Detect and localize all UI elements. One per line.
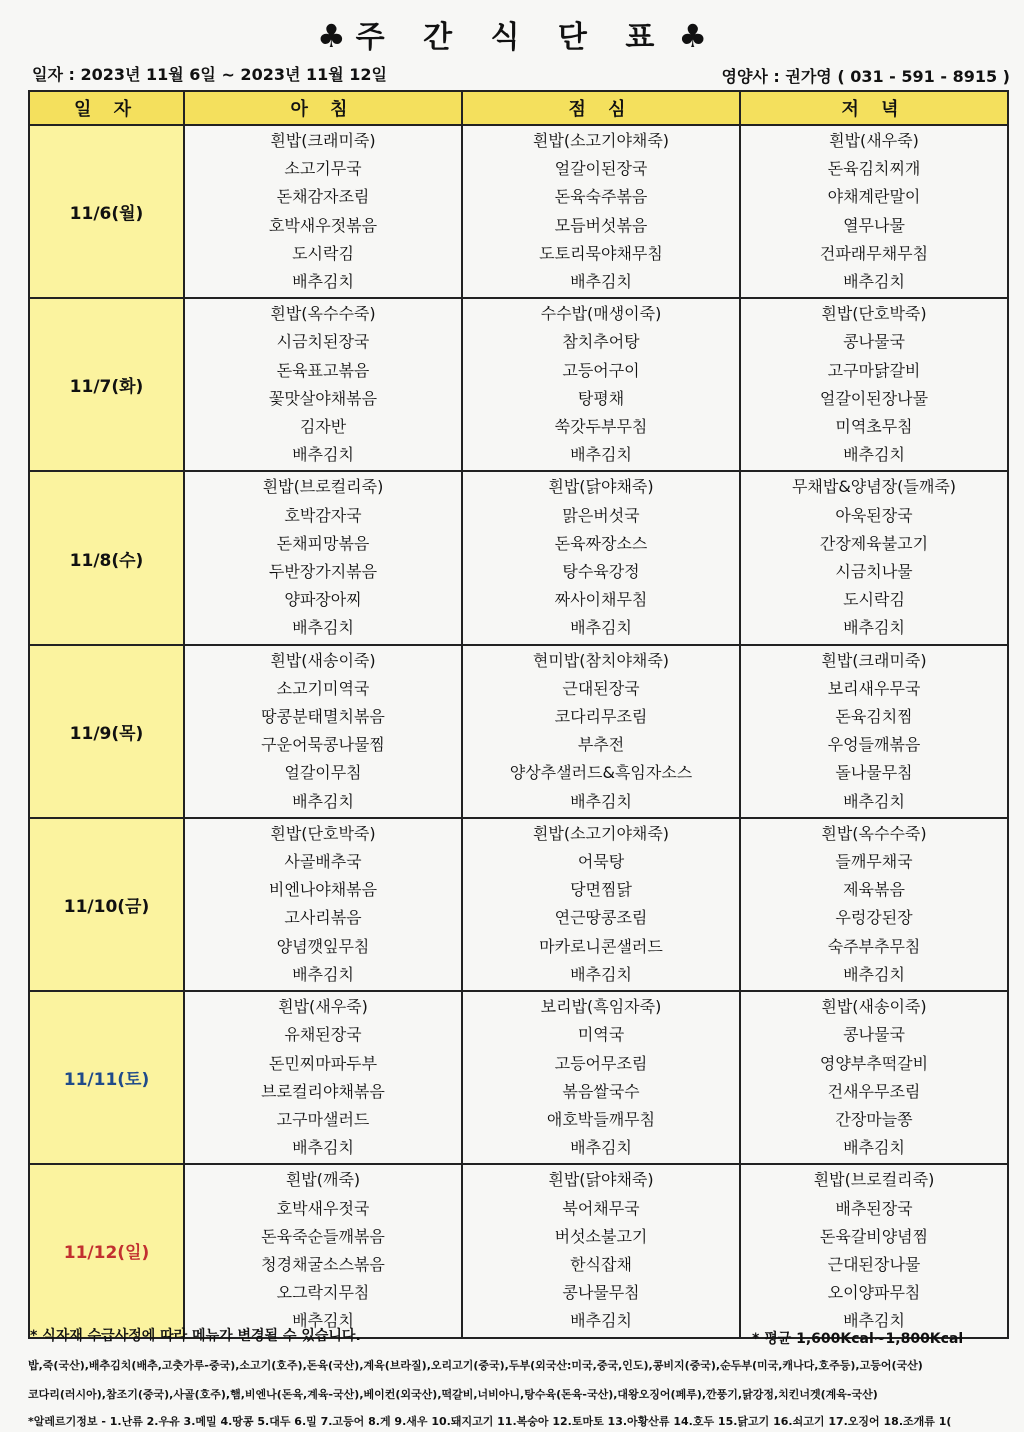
club-suit-icon: ♣: [316, 17, 346, 55]
menu-item: 수수밥(매생이죽): [540, 304, 662, 324]
dinner-menu-list: [742, 300, 1006, 469]
menu-item: 탕평채: [577, 388, 625, 408]
menu-item: 얼갈이무침: [284, 763, 362, 783]
menu-item: 고구마닭갈비: [827, 360, 921, 380]
table-row: [29, 645, 1008, 818]
menu-item: 흰밥(새우죽): [829, 131, 919, 150]
menu-item: 돈채감자조림: [276, 187, 370, 207]
menu-item: 버섯소불고기: [554, 1226, 648, 1246]
menu-item: 양념깻잎무침: [276, 936, 370, 956]
menu-item: 돈육김치찌개: [827, 159, 921, 179]
menu-item: 우엉들깨볶음: [827, 735, 921, 755]
menu-item: 흰밥(크래미죽): [270, 131, 376, 150]
lunch-menu-list: [464, 993, 738, 1162]
nutritionist-contact: 영양사 : 권가영 ( 031 - 591 - 8915 ): [721, 67, 1010, 86]
menu-item: 흰밥(단호박죽): [821, 304, 927, 324]
menu-item: 숙주부추무침: [827, 936, 921, 956]
menu-item: 탕수육강정: [562, 562, 640, 582]
menu-item: 쑥갓두부무침: [554, 417, 648, 437]
menu-item: 소고기무국: [284, 159, 362, 179]
menu-item: 배추김치: [292, 445, 354, 465]
menu-item: 도시락김: [843, 590, 905, 610]
menu-item: 배추김치: [570, 1311, 632, 1331]
day-date: 11/6(월): [29, 125, 184, 298]
table-row: [29, 125, 1008, 298]
lunch-cell: [462, 991, 740, 1164]
dinner-cell: [740, 1164, 1008, 1337]
menu-item: 배추김치: [843, 445, 905, 465]
menu-item: 배추김치: [843, 272, 905, 292]
menu-item: 배추김치: [570, 1138, 632, 1158]
menu-item: 시금치된장국: [276, 332, 370, 352]
menu-item: 호박새우젓볶음: [268, 215, 378, 235]
menu-item: 배추김치: [292, 1138, 354, 1158]
breakfast-cell: [184, 125, 462, 298]
menu-item: 당면찜닭: [570, 880, 632, 900]
menu-item: 짜사이채무침: [554, 590, 648, 610]
menu-item: 흰밥(닭야채죽): [548, 1170, 654, 1190]
dinner-cell: [740, 125, 1008, 298]
day-date: 11/8(수): [29, 471, 184, 644]
menu-item: 흰밥(새송이죽): [270, 650, 376, 670]
lunch-menu-list: [464, 820, 738, 989]
column-header-breakfast: 아 침: [184, 91, 462, 125]
menu-item: 참치추어탕: [562, 332, 640, 352]
table-header-row: [29, 91, 1008, 125]
menu-item: 오그락지무침: [276, 1283, 370, 1303]
breakfast-cell: [184, 471, 462, 644]
menu-item: 배추김치: [843, 1311, 905, 1331]
dinner-menu-list: [742, 993, 1006, 1162]
lunch-cell: [462, 818, 740, 991]
menu-item: 청경채굴소스볶음: [261, 1254, 385, 1274]
menu-item: 콩나물국: [843, 332, 905, 352]
breakfast-cell: [184, 991, 462, 1164]
lunch-cell: [462, 125, 740, 298]
menu-item: 야채계란말이: [827, 187, 921, 207]
breakfast-menu-list: [186, 1166, 460, 1335]
column-header-dinner: 저 녁: [740, 91, 1008, 125]
menu-item: 배추김치: [292, 1311, 354, 1331]
date-range: 일자 : 2023년 11월 6일 ~ 2023년 11월 12일: [32, 65, 388, 84]
menu-item: 흰밥(새송이죽): [821, 997, 927, 1017]
breakfast-menu-list: [186, 647, 460, 816]
lunch-menu-list: [464, 1166, 738, 1335]
menu-item: 무채밥&양념장(들깨죽): [791, 477, 957, 497]
breakfast-menu-list: [186, 993, 460, 1162]
menu-item: 오이양파무침: [827, 1283, 921, 1303]
dinner-menu-list: [742, 647, 1006, 816]
lunch-menu-list: [464, 300, 738, 469]
menu-item: 마카로니콘샐러드: [539, 936, 663, 956]
menu-item: 돈육짜장소스: [554, 533, 648, 553]
menu-item: 흰밥(새우죽): [278, 997, 368, 1017]
menu-item: 콩나물무침: [562, 1283, 640, 1303]
menu-item: 돌나물무침: [835, 763, 913, 783]
column-header-lunch: 점 심: [462, 91, 740, 125]
menu-item: 영양부추떡갈비: [819, 1053, 929, 1073]
club-suit-icon: ♣: [678, 17, 708, 55]
breakfast-cell: [184, 818, 462, 991]
lunch-menu-list: [464, 647, 738, 816]
menu-item: 땅콩분태멸치볶음: [261, 707, 385, 727]
table-row: [29, 298, 1008, 471]
menu-item: 배추김치: [843, 1138, 905, 1158]
table-row: [29, 818, 1008, 991]
menu-item: 돈육숙주볶음: [554, 187, 648, 207]
menu-item: 배추김치: [570, 791, 632, 811]
menu-item: 돈민찌마파두부: [268, 1053, 378, 1073]
day-date: 11/9(목): [29, 645, 184, 818]
menu-change-notice: * 식자재 수급사정에 따라 메뉴가 변경될 수 있습니다.: [30, 1328, 361, 1344]
menu-item: 배추김치: [570, 272, 632, 292]
day-date: 11/11(토): [29, 991, 184, 1164]
origin-info-line: 밥,죽(국산),배추김치(배추,고춧가루-중국),소고기(호주),돈육(국산),계육(브라질),오리고기(중국),두부(외국산:미국,중국,인도),콩비지(중국),순두부(미국,캐나다,호주등),고등어(국산): [28, 1359, 923, 1372]
menu-item: 얼갈이된장국: [554, 159, 648, 179]
menu-item: 호박감자국: [284, 505, 362, 525]
breakfast-cell: [184, 645, 462, 818]
weekly-menu-table: [28, 90, 1009, 1339]
menu-item: 배추김치: [843, 964, 905, 984]
menu-item: 양상추샐러드&흑임자소스: [509, 763, 693, 783]
dinner-menu-list: [742, 820, 1006, 989]
menu-item: 돈채피망볶음: [276, 533, 370, 553]
menu-item: 시금치나물: [835, 562, 913, 582]
menu-item: 돈육죽순들깨볶음: [261, 1226, 385, 1246]
menu-item: 볶음쌀국수: [562, 1081, 640, 1101]
column-header-date: 일 자: [29, 91, 184, 125]
menu-item: 우렁강된장: [835, 908, 913, 928]
menu-item: 북어채무국: [562, 1198, 640, 1218]
menu-item: 들깨무채국: [835, 852, 913, 872]
menu-item: 애호박들깨무침: [546, 1109, 656, 1129]
menu-item: 돈육갈비양념찜: [819, 1226, 929, 1246]
menu-item: 고등어구이: [562, 360, 640, 380]
menu-item: 보리밥(흑임자죽): [540, 997, 662, 1017]
menu-item: 흰밥(소고기야채죽): [532, 131, 670, 150]
menu-item: 건새우무조림: [827, 1081, 921, 1101]
day-date: 11/12(일): [29, 1164, 184, 1337]
dinner-menu-list: [742, 1166, 1006, 1335]
breakfast-menu-list: [186, 820, 460, 989]
dinner-menu-list: [742, 127, 1006, 296]
menu-item: 배추김치: [843, 791, 905, 811]
breakfast-menu-list: [186, 300, 460, 469]
menu-item: 보리새우무국: [827, 678, 921, 698]
menu-item: 배추김치: [292, 272, 354, 292]
lunch-menu-list: [464, 473, 738, 642]
menu-item: 흰밥(단호박죽): [270, 823, 376, 843]
menu-item: 미역초무침: [835, 417, 913, 437]
table-row: [29, 991, 1008, 1164]
menu-item: 흰밥(소고기야채죽): [532, 823, 670, 843]
day-date: 11/7(화): [29, 298, 184, 471]
menu-item: 고사리볶음: [284, 908, 362, 928]
menu-item: 건파래무채무침: [819, 243, 929, 263]
menu-item: 도토리묵야채무침: [539, 243, 663, 263]
menu-item: 돈육표고볶음: [276, 360, 370, 380]
menu-item: 연근땅콩조림: [554, 908, 648, 928]
menu-item: 근대된장국: [562, 678, 640, 698]
lunch-cell: [462, 645, 740, 818]
dinner-cell: [740, 991, 1008, 1164]
calorie-note: * 평균 1,600Kcal~1,800Kcal: [752, 1331, 964, 1347]
dinner-cell: [740, 818, 1008, 991]
allergy-info-line: *알레르기정보 - 1.난류 2.우유 3.메밀 4.땅콩 5.대두 6.밀 7.고등어 8.게 9.새우 10.돼지고기 11.복숭아 12.토마토 13.아황산류 14.호두 15.닭고기 16.쇠고기 17.오징어 18.조개류 1(: [28, 1415, 952, 1428]
menu-item: 배추김치: [292, 618, 354, 638]
dinner-cell: [740, 471, 1008, 644]
dinner-cell: [740, 645, 1008, 818]
menu-item: 소고기미역국: [276, 678, 370, 698]
dinner-cell: [740, 298, 1008, 471]
menu-item: 흰밥(브로컬리죽): [813, 1170, 935, 1190]
menu-item: 도시락김: [292, 243, 354, 263]
menu-item: 사골배추국: [284, 852, 362, 872]
origin-info-line: 코다리(러시아),참조기(중국),사골(호주),햄,비엔나(돈육,계육-국산),베이컨(외국산),떡갈비,너비아니,탕수육(돈육-국산),대왕오징어(페루),깐풍기,닭강정,치킨너겟(계육-국산): [28, 1388, 878, 1401]
breakfast-cell: [184, 1164, 462, 1337]
menu-item: 배추김치: [292, 964, 354, 984]
menu-item: 흰밥(닭야채죽): [548, 477, 654, 497]
lunch-cell: [462, 1164, 740, 1337]
menu-item: 두반장가지볶음: [268, 562, 378, 582]
menu-item: 호박새우젓국: [276, 1198, 370, 1218]
menu-item: 배추김치: [570, 445, 632, 465]
lunch-cell: [462, 471, 740, 644]
menu-item: 흰밥(크래미죽): [821, 650, 927, 670]
menu-item: 배추김치: [570, 964, 632, 984]
breakfast-menu-list: [186, 473, 460, 642]
table-row: [29, 471, 1008, 644]
menu-item: 아욱된장국: [835, 505, 913, 525]
dinner-menu-list: [742, 473, 1006, 642]
menu-item: 배추김치: [570, 618, 632, 638]
menu-item: 흰밥(옥수수죽): [821, 823, 927, 843]
menu-item: 구운어묵콩나물찜: [261, 735, 385, 755]
menu-item: 돈육김치찜: [835, 707, 913, 727]
menu-item: 흰밥(깨죽): [285, 1170, 361, 1190]
menu-item: 얼갈이된장나물: [819, 388, 929, 408]
menu-item: 부추전: [577, 735, 625, 755]
menu-item: 어묵탕: [577, 852, 625, 872]
menu-item: 맑은버섯국: [562, 505, 640, 525]
lunch-cell: [462, 298, 740, 471]
lunch-menu-list: [464, 127, 738, 296]
menu-item: 양파장아찌: [284, 590, 362, 610]
menu-item: 배추된장국: [835, 1198, 913, 1218]
menu-item: 제육볶음: [843, 880, 905, 900]
menu-item: 열무나물: [843, 215, 905, 235]
menu-item: 고등어무조림: [554, 1053, 648, 1073]
menu-item: 흰밥(옥수수죽): [270, 304, 376, 324]
day-date: 11/10(금): [29, 818, 184, 991]
menu-item: 미역국: [577, 1025, 625, 1045]
menu-item: 코다리무조림: [554, 707, 648, 727]
menu-item: 모듬버섯볶음: [554, 215, 648, 235]
breakfast-cell: [184, 298, 462, 471]
menu-item: 김자반: [299, 417, 347, 437]
menu-item: 현미밥(참치야채죽): [532, 650, 670, 670]
menu-item: 콩나물국: [843, 1025, 905, 1045]
menu-item: 간장제육불고기: [819, 533, 929, 553]
menu-item: 배추김치: [292, 791, 354, 811]
menu-item: 고구마샐러드: [276, 1109, 370, 1129]
menu-item: 브로컬리야채볶음: [261, 1081, 385, 1101]
menu-item: 유채된장국: [284, 1025, 362, 1045]
menu-item: 꽃맛살야채볶음: [268, 388, 378, 408]
page-title: [0, 12, 1024, 56]
title-text: 주 간 식 단 표: [355, 20, 669, 55]
menu-item: 배추김치: [843, 618, 905, 638]
menu-item: 간장마늘쫑: [835, 1109, 913, 1129]
table-row: [29, 1164, 1008, 1337]
menu-item: 근대된장나물: [827, 1254, 921, 1274]
menu-item: 한식잡채: [570, 1254, 632, 1274]
menu-item: 비엔나야채볶음: [268, 880, 378, 900]
breakfast-menu-list: [186, 127, 460, 296]
menu-item: 흰밥(브로컬리죽): [262, 477, 384, 497]
